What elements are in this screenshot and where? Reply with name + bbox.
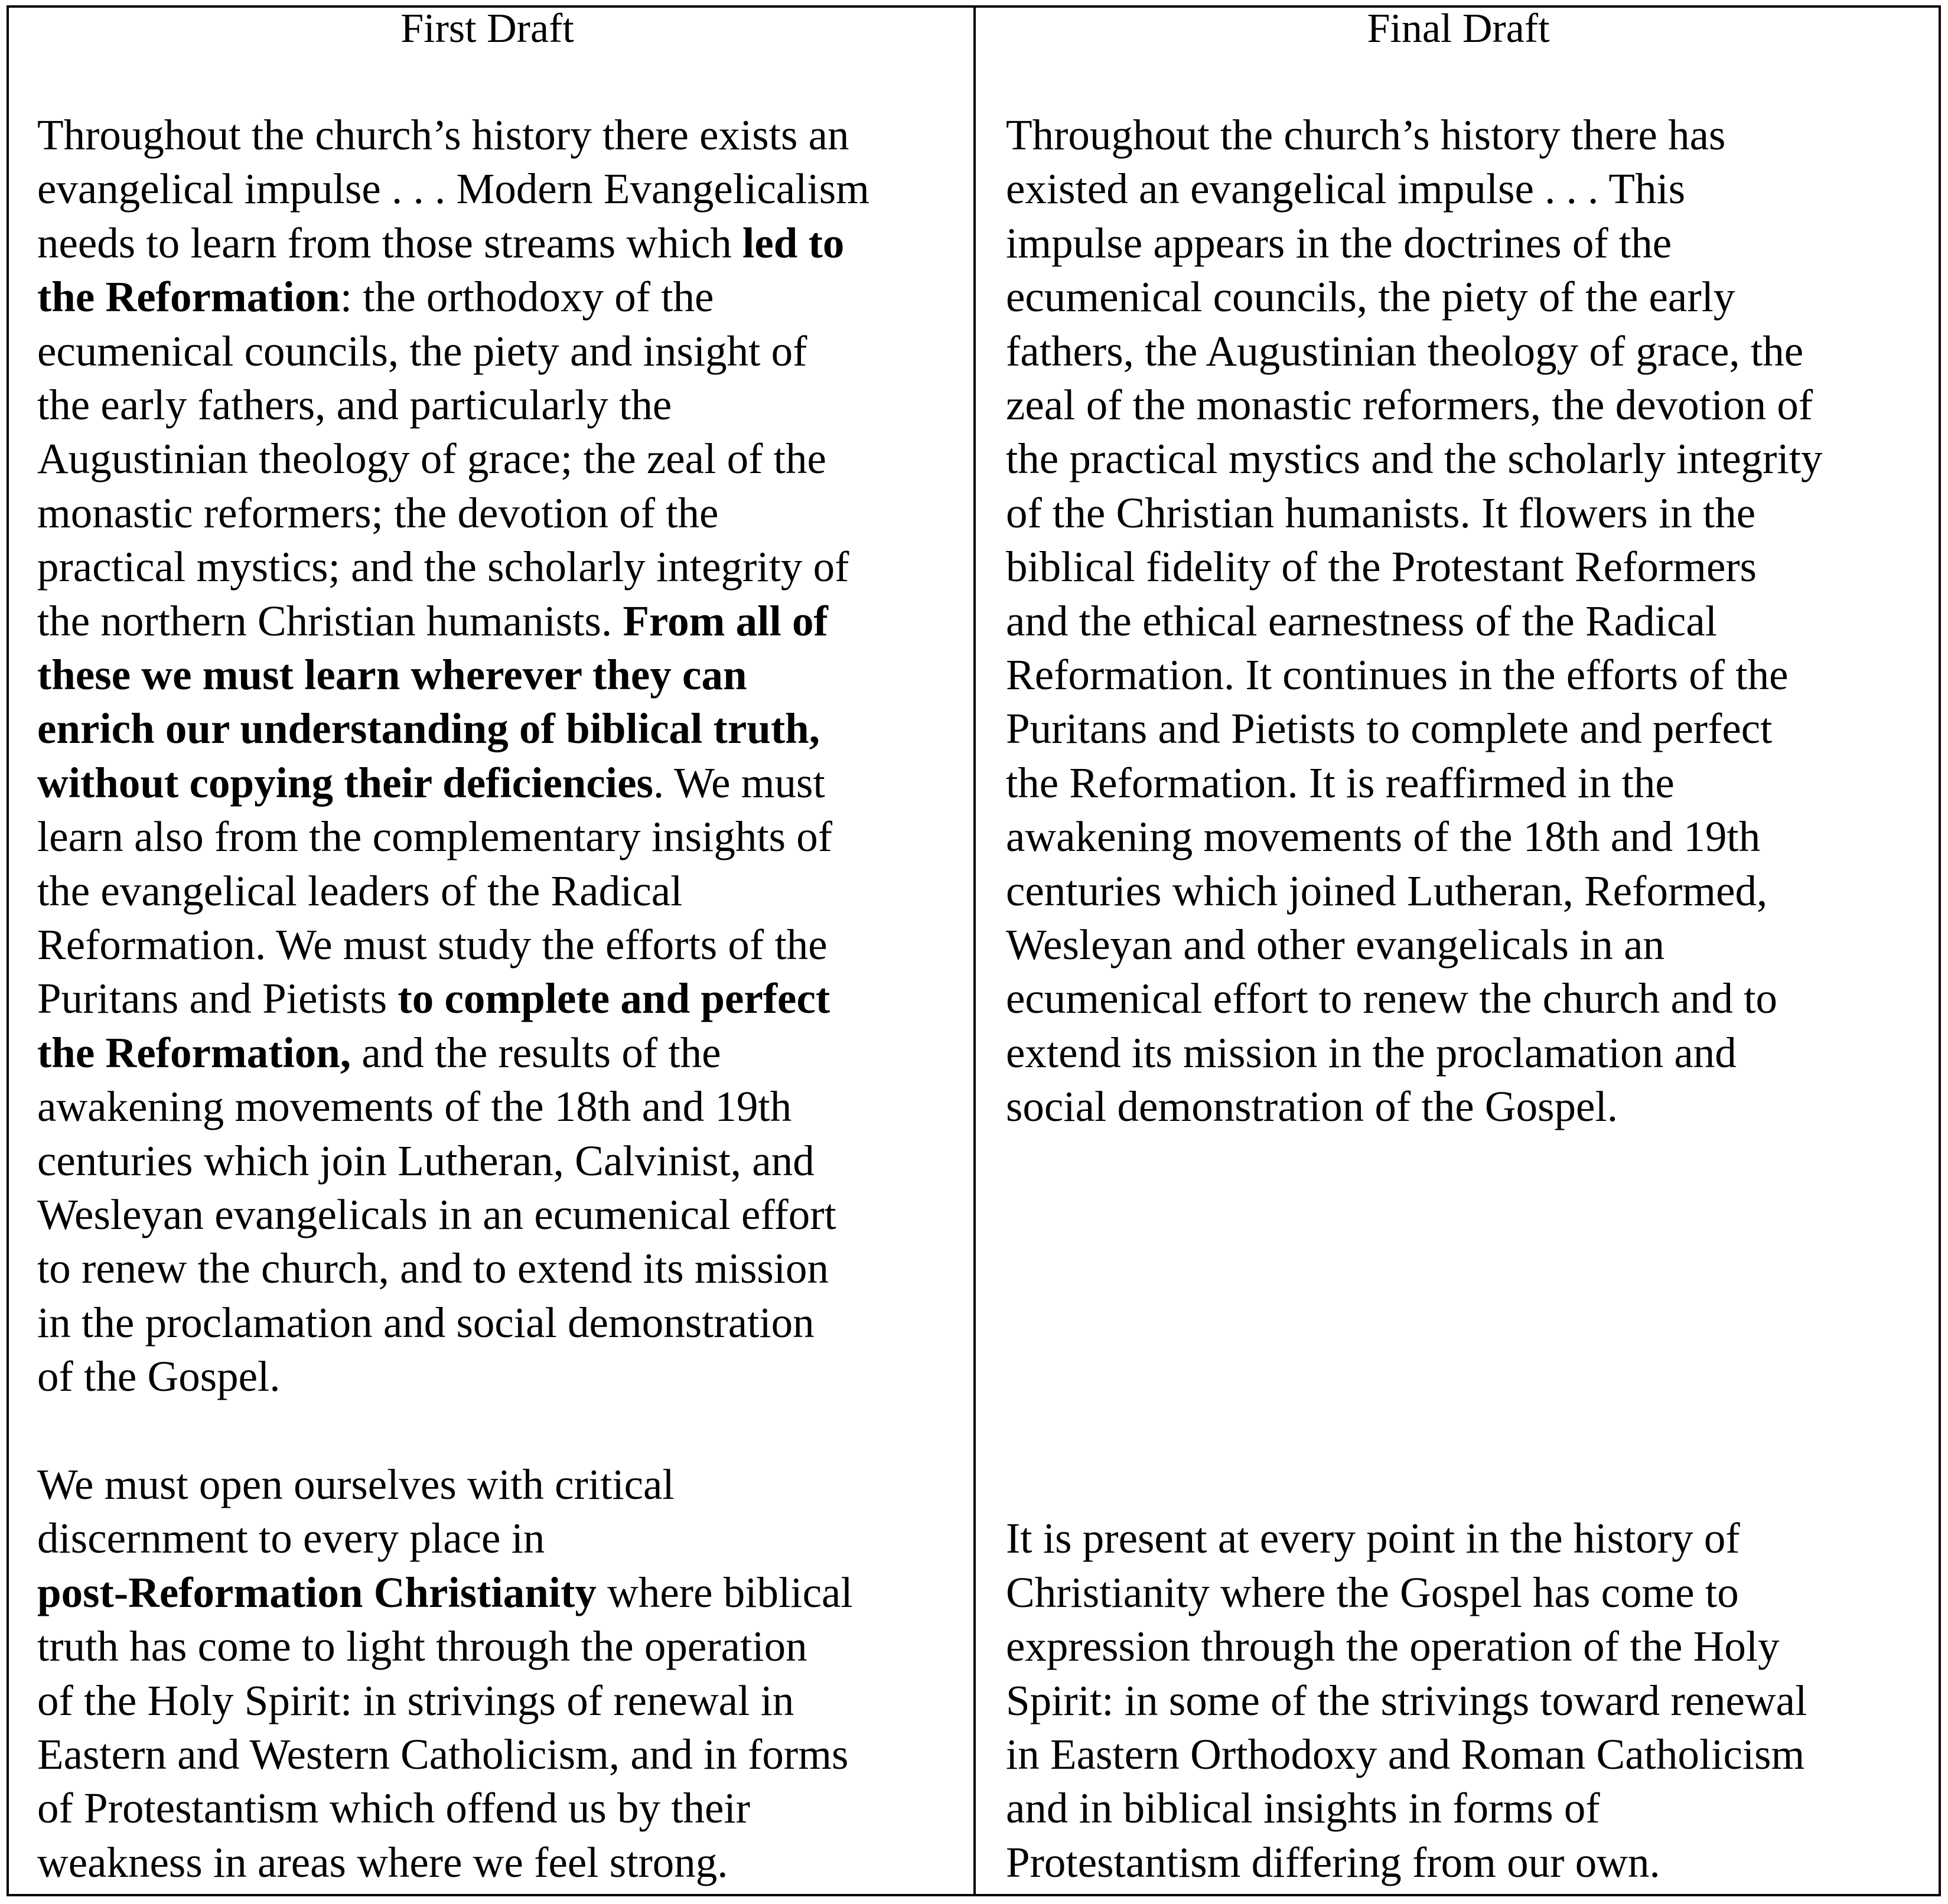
text-segment: Throughout the church’s history there exists an: [37, 111, 849, 159]
text-line: [1006, 435, 1823, 483]
text-line: [1006, 596, 1718, 645]
bold-text-segment: to complete and perfect: [398, 974, 830, 1023]
text-line: [37, 1730, 849, 1779]
text-segment: zeal of the monastic reformers, the devotion of: [1006, 381, 1813, 429]
text-segment: Reformation. It continues in the efforts of the: [1006, 651, 1789, 699]
text-line: [37, 1838, 728, 1886]
text-line: [1006, 813, 1761, 861]
text-line: [1006, 1622, 1780, 1671]
text-segment: evangelical impulse . . . Modern Evangelicalism: [37, 165, 869, 213]
column-header-first-draft: First Draft: [400, 5, 574, 51]
text-segment: and in biblical insights in forms of: [1006, 1784, 1600, 1833]
text-segment: Reformation. We must study the efforts of the: [37, 921, 828, 969]
text-line: [1006, 488, 1756, 537]
text-line: [1006, 165, 1686, 213]
text-line: [1006, 1568, 1739, 1616]
text-line: [1006, 758, 1675, 807]
text-line: [1006, 921, 1665, 969]
text-line: [37, 1352, 281, 1401]
text-line: [37, 866, 683, 915]
text-line: [37, 1298, 815, 1347]
text-segment: social demonstration of the Gospel.: [1006, 1083, 1618, 1131]
text-segment: the northern Christian humanists.: [37, 596, 623, 645]
text-segment: Protestantism differing from our own.: [1006, 1838, 1660, 1886]
text-segment: the evangelical leaders of the Radical: [37, 866, 683, 915]
text-segment: Eastern and Western Catholicism, and in forms: [37, 1730, 849, 1779]
text-line: [1006, 273, 1735, 321]
text-segment: and the results of the: [351, 1028, 721, 1077]
bold-text-segment: the Reformation: [37, 273, 340, 321]
text-line: [37, 1568, 853, 1616]
text-segment: needs to learn from those streams which: [37, 219, 743, 267]
bold-text-segment: From all of: [623, 596, 828, 645]
text-segment: and the ethical earnestness of the Radical: [1006, 596, 1718, 645]
text-line: [37, 1676, 794, 1724]
text-segment: of the Holy Spirit: in strivings of renewal in: [37, 1676, 794, 1724]
text-segment: to renew the church, and to extend its mission: [37, 1244, 829, 1293]
text-line: [37, 921, 828, 969]
text-segment: . We must: [653, 758, 825, 807]
text-line: [1006, 974, 1777, 1023]
text-segment: Wesleyan evangelicals in an ecumenical effort: [37, 1191, 836, 1239]
text-line: [37, 705, 820, 753]
text-line: [37, 1028, 721, 1077]
text-line: [37, 1136, 815, 1185]
text-segment: truth has come to light through the operation: [37, 1622, 807, 1671]
text-line: [1006, 1514, 1740, 1563]
column-final-draft: [976, 0, 1941, 1904]
text-segment: practical mystics; and the scholarly integrity of: [37, 543, 849, 591]
text-line: [37, 1244, 829, 1293]
text-segment: in Eastern Orthodoxy and Roman Catholicism: [1006, 1730, 1805, 1779]
text-segment: It is present at every point in the history of: [1006, 1514, 1740, 1563]
text-segment: Puritans and Pietists: [37, 974, 398, 1023]
text-line: [37, 221, 844, 265]
text-line: [1006, 1730, 1805, 1779]
text-line: [37, 435, 826, 483]
text-segment: Spirit: in some of the strivings toward renewal: [1006, 1676, 1807, 1724]
text-line: [37, 596, 828, 645]
text-segment: Augustinian theology of grace; the zeal of the: [37, 435, 826, 483]
text-line: [37, 758, 825, 807]
text-line: [1006, 866, 1768, 915]
text-line: [1006, 113, 1725, 157]
text-segment: ecumenical councils, the piety of the early: [1006, 273, 1735, 321]
text-segment: awakening movements of the 18th and 19th: [1006, 813, 1761, 861]
text-line: [37, 543, 849, 591]
text-segment: fathers, the Augustinian theology of grace, the: [1006, 327, 1804, 375]
bold-text-segment: the Reformation,: [37, 1028, 351, 1077]
text-line: [1006, 327, 1804, 375]
text-segment: awakening movements of the 18th and 19th: [37, 1083, 792, 1131]
text-segment: centuries which join Lutheran, Calvinist, and: [37, 1136, 815, 1185]
text-segment: Christianity where the Gospel has come to: [1006, 1568, 1739, 1616]
text-segment: existed an evangelical impulse . . . This: [1006, 165, 1686, 213]
text-line: [37, 1622, 807, 1671]
text-segment: the practical mystics and the scholarly integrity: [1006, 435, 1823, 483]
text-segment: Puritans and Pietists to complete and perfect: [1006, 705, 1773, 753]
text-segment: ecumenical effort to renew the church and to: [1006, 974, 1777, 1023]
text-segment: discernment to every place in: [37, 1514, 545, 1563]
text-line: [1006, 1838, 1660, 1886]
bold-text-segment: led to: [742, 219, 845, 267]
text-segment: of Protestantism which offend us by their: [37, 1784, 751, 1833]
text-line: [1006, 705, 1773, 753]
text-line: [37, 488, 719, 537]
text-line: [37, 1460, 675, 1509]
text-segment: monastic reformers; the devotion of the: [37, 488, 719, 537]
text-segment: impulse appears in the doctrines of the: [1006, 219, 1672, 267]
text-line: [37, 1514, 545, 1563]
text-line: [37, 813, 833, 861]
text-segment: the early fathers, and particularly the: [37, 381, 672, 429]
text-segment: : the orthodoxy of the: [340, 273, 714, 321]
bold-text-segment: post-Reformation Christianity: [37, 1568, 597, 1616]
text-line: [1006, 1784, 1600, 1833]
text-segment: Wesleyan and other evangelicals in an: [1006, 921, 1665, 969]
text-line: [1006, 221, 1672, 265]
text-segment: expression through the operation of the Holy: [1006, 1622, 1780, 1671]
text-segment: in the proclamation and social demonstration: [37, 1298, 815, 1347]
text-segment: Throughout the church’s history there has: [1006, 111, 1726, 159]
text-line: [1006, 651, 1789, 699]
text-line: [37, 974, 830, 1023]
text-line: [1006, 1028, 1737, 1077]
text-line: [37, 1784, 751, 1833]
text-segment: learn also from the complementary insights of: [37, 813, 833, 861]
bold-text-segment: these we must learn wherever they can: [37, 651, 747, 699]
bold-text-segment: without copying their deficiencies: [37, 758, 653, 807]
text-segment: weakness in areas where we feel strong.: [37, 1838, 728, 1886]
text-line: [37, 273, 714, 321]
text-segment: ecumenical councils, the piety and insight of: [37, 327, 807, 375]
text-line: [37, 165, 869, 213]
text-segment: We must open ourselves with critical: [37, 1460, 675, 1509]
column-header-final-draft: Final Draft: [1367, 5, 1550, 51]
bold-text-segment: enrich our understanding of biblical truth,: [37, 705, 820, 753]
text-line: [1006, 381, 1813, 429]
text-line: [37, 381, 672, 429]
text-line: [1006, 1676, 1807, 1724]
text-segment: extend its mission in the proclamation and: [1006, 1028, 1737, 1077]
text-line: [1006, 543, 1757, 591]
text-line: [37, 1191, 836, 1239]
text-segment: centuries which joined Lutheran, Reformed,: [1006, 866, 1768, 915]
text-segment: of the Gospel.: [37, 1352, 281, 1401]
text-segment: biblical fidelity of the Protestant Reformers: [1006, 543, 1757, 591]
text-segment: the Reformation. It is reaffirmed in the: [1006, 758, 1675, 807]
text-line: [37, 113, 849, 157]
text-line: [37, 651, 747, 699]
text-segment: where biblical: [596, 1568, 853, 1616]
text-line: [1006, 1083, 1618, 1131]
text-segment: of the Christian humanists. It flowers in the: [1006, 488, 1756, 537]
text-line: [37, 327, 807, 375]
text-line: [37, 1083, 792, 1131]
